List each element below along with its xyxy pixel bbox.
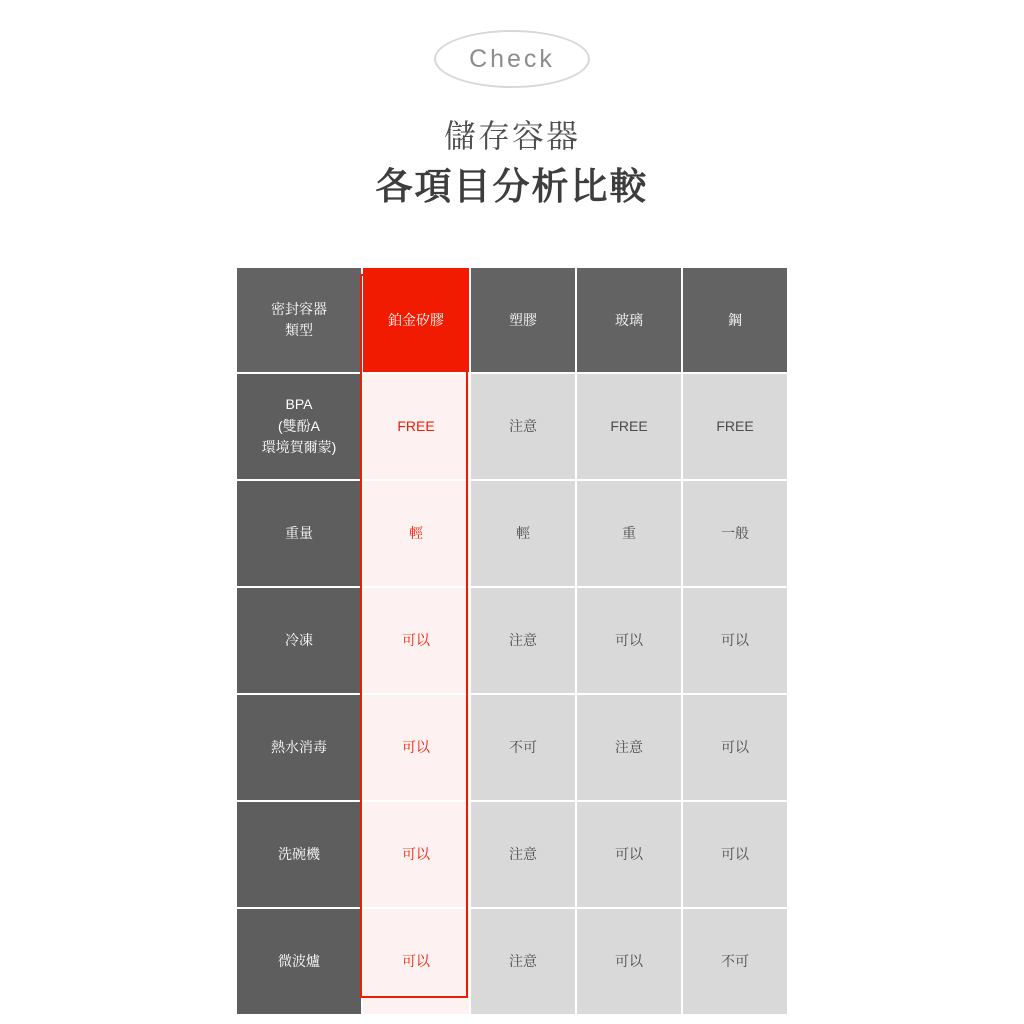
table-cell-glass: FREE [577,374,681,479]
column-header-row-label-line1: 密封容器 [271,300,327,317]
row-label-line: 熱水消毒 [271,738,327,755]
table-cell-plastic: 注意 [471,802,575,907]
page-title-line2: 各項目分析比較 [375,166,649,207]
row-label-bpa [237,374,361,479]
row-label-freeze [237,588,361,693]
row-label-microwave [237,909,361,1014]
row-label-line: 重量 [285,524,313,541]
table-cell-steel: 不可 [683,909,787,1014]
table-cell-steel: 可以 [683,695,787,800]
row-label-line: 環境賀爾蒙) [261,439,337,456]
table-cell-steel: 一般 [683,481,787,586]
column-header-glass: 玻璃 [577,268,681,372]
row-label-dishwasher [237,802,361,907]
table-cell-silicone: 可以 [363,695,469,800]
table-cell-steel: FREE [683,374,787,479]
column-header-plastic: 塑膠 [471,268,575,372]
table-row [237,909,787,1014]
page-title [0,116,1024,212]
table-cell-glass: 注意 [577,695,681,800]
check-badge: Check [434,30,590,88]
row-label-line: 微波爐 [278,952,320,969]
row-label-line: 洗碗機 [278,845,320,862]
table-cell-plastic: 注意 [471,909,575,1014]
column-header-row-label [237,268,361,372]
table-cell-plastic: 注意 [471,374,575,479]
table-cell-steel: 可以 [683,588,787,693]
table-row [237,695,787,800]
table-cell-silicone: 可以 [363,802,469,907]
table-cell-plastic: 注意 [471,588,575,693]
table-row [237,481,787,586]
table-cell-plastic: 不可 [471,695,575,800]
comparison-table-wrap [0,266,1024,1016]
table-cell-silicone: 輕 [363,481,469,586]
row-label-line: BPA [285,395,313,412]
row-label-line: (雙酚A [278,417,320,434]
column-header-steel: 鋼 [683,268,787,372]
row-label-line: 冷凍 [285,631,313,648]
table-cell-silicone: FREE [363,374,469,479]
table-row [237,802,787,907]
table-cell-glass: 重 [577,481,681,586]
table-cell-glass: 可以 [577,588,681,693]
comparison-table [235,266,789,1016]
table-row [237,374,787,479]
page-title-line1: 儲存容器 [443,118,580,154]
column-header-row-label-line2: 類型 [285,321,313,338]
table-cell-steel: 可以 [683,802,787,907]
table-row [237,588,787,693]
table-head [237,268,787,372]
column-header-silicone: 鉑金矽膠 [363,268,469,372]
table-header-row [237,268,787,372]
table-cell-plastic: 輕 [471,481,575,586]
row-label-weight [237,481,361,586]
table-cell-silicone: 可以 [363,588,469,693]
row-label-hot-water [237,695,361,800]
table-cell-glass: 可以 [577,802,681,907]
table-body [237,374,787,1014]
check-badge-wrap [0,30,1024,88]
table-cell-glass: 可以 [577,909,681,1014]
table-cell-silicone: 可以 [363,909,469,1014]
